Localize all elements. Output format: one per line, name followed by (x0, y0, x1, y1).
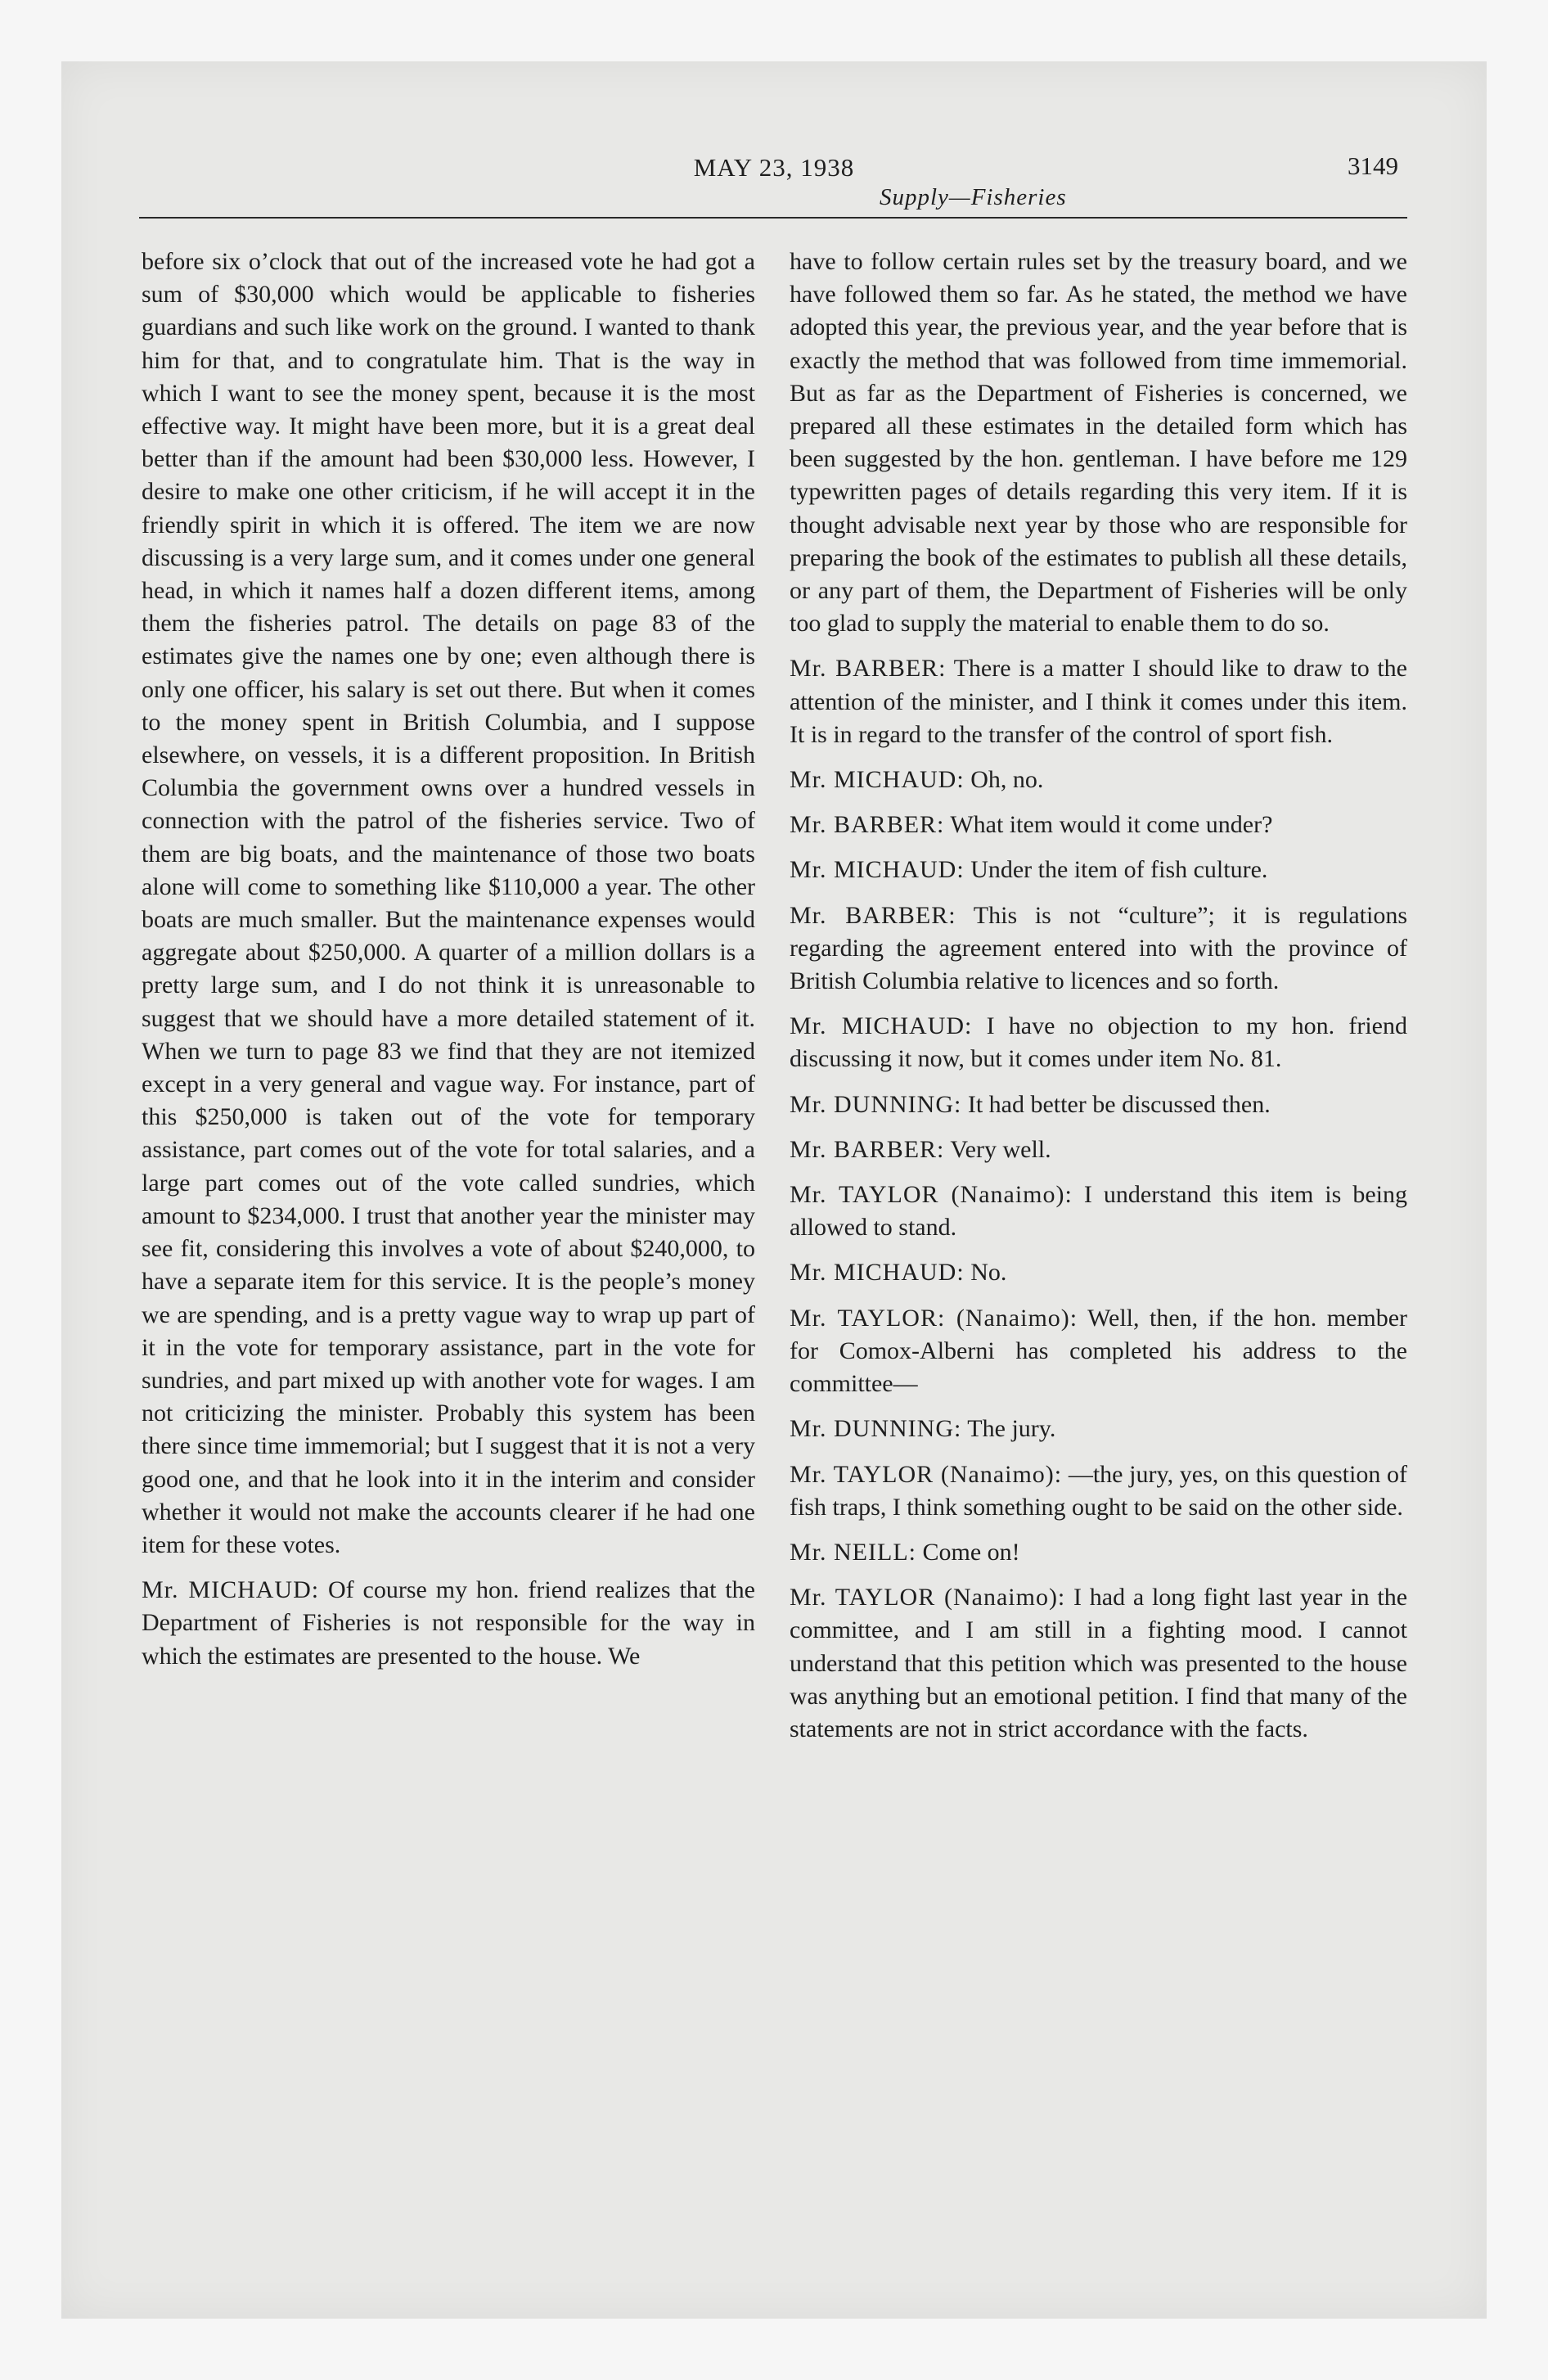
paragraph (790, 652, 1407, 751)
paragraph-text: Well, then, if the hon. member for Comox-Alberni has completed his address to the committee— (790, 1304, 1407, 1398)
paragraph (790, 809, 1407, 841)
paragraph (142, 246, 755, 1562)
paragraph (790, 1256, 1407, 1289)
paragraph (790, 1581, 1407, 1746)
speaker-name: Mr. TAYLOR: (Nanaimo): (790, 1304, 1078, 1332)
speaker-name: Mr. BARBER: (790, 655, 947, 683)
paragraph (790, 1536, 1407, 1569)
paragraph-text: before six o’clock that out of the increased vote he had got a sum of $30,000 which would be applicable to fisheries guardians and such like work on the ground. I wanted to thank him for that, and to congratulate him. That is the way in which I want to see the money spent, because it is the most effective way. It might have been more, but it is a great deal better than if the amount had been $30,000 less. However, I desire to make one other criticism, if he will accept it in the friendly spirit in which it is offered. The item we are now discussing is a very large sum, and it comes under one general head, in which it names half a dozen different items, among them the fisheries patrol. The details on page 83 of the estimates give the names one by one; even although there is only one officer, his salary is set out there. But when it comes to the money spent in British Columbia, and I suppose elsewhere, on vessels, it is a different proposition. In British Columbia the government owns over a hundred vessels in connection with the patrol of the fisheries service. Two of them are big boats, and the maintenance of those two boats alone will come to something like $110,000 a year. The other boats are much smaller. But the maintenance expenses would aggregate about $250,000. A quarter of a million dollars is a pretty large sum, and I do not think it is unreasonable to suggest that we should have a more detailed statement of it. When we turn to page 83 we find that they are not itemized except in a very general and vague way. For instance, part of this $250,000 is taken out of the vote for temporary assistance, part comes out of the vote for total salaries, and a large part comes out of the vote called sundries, which amount to $234,000. I trust that another year the minister may see fit, considering this involves a vote of about $240,000, to have a separate item for this service. It is the people’s money we are spending, and is a pretty vague way to wrap up part of it in the vote for temporary assistance, part in the vote for sundries, and part mixed up with another vote for wages. I am not criticizing the minister. Probably this system has been there since time immemorial; but I suggest that it is not a very good one, and that he look into it in the interim and consider whether it would not make the accounts clearer if he had one item for these votes. (142, 248, 755, 1558)
speaker-name: Mr. TAYLOR (Nanaimo): (790, 1584, 1066, 1611)
speaker-name: Mr. TAYLOR (Nanaimo): (790, 1181, 1073, 1209)
page-header (61, 61, 1487, 233)
paragraph (790, 899, 1407, 998)
paragraph-text: I understand this item is being allowed to stand. (790, 1181, 1408, 1242)
paragraph-text: There is a matter I should like to draw to the attention of the minister, and I think it comes under this item. It is in regard to the transfer of the control of sport fish. (790, 655, 1407, 748)
paragraph-text: I had a long fight last year in the committee, and I am still in a fighting mood. I cannot understand that this petition which was presented to the house was anything but an emotional petition. I find that many of the statements are not in strict accordance with the facts. (790, 1584, 1408, 1742)
header-page-number: 3149 (1348, 151, 1398, 180)
speaker-name: Mr. BARBER: (790, 1135, 945, 1163)
paragraph-text: It had better be discussed then. (967, 1090, 1271, 1118)
speaker-name: Mr. MICHAUD: (790, 1259, 965, 1287)
left-column (142, 246, 755, 1673)
paragraph-text: This is not “culture”; it is regulations regarding the agreement entered into with the province of British Columbia relative to licences and so forth. (790, 901, 1407, 995)
speaker-name: Mr. MICHAUD: (142, 1576, 320, 1604)
header-rule (139, 217, 1407, 219)
speaker-name: Mr. DUNNING: (790, 1090, 962, 1118)
paragraph (790, 1413, 1407, 1445)
paragraph-text: Very well. (950, 1135, 1051, 1163)
header-date: MAY 23, 1938 (693, 153, 855, 182)
paragraph (790, 246, 1407, 640)
paragraph (790, 1458, 1407, 1524)
paragraph-text: Oh, no. (970, 766, 1044, 794)
paragraph (790, 1089, 1407, 1121)
paragraph (790, 1010, 1407, 1075)
paragraph-text: No. (970, 1259, 1007, 1287)
paragraph-text: Come on! (922, 1538, 1020, 1566)
paragraph-text: I have no objection to my hon. friend discussing it now, but it comes under item No. 81. (790, 1012, 1407, 1073)
speaker-name: Mr. DUNNING: (790, 1415, 962, 1443)
paragraph-text: Of course my hon. friend realizes that the Department of Fisheries is not responsible for the way in which the estimates are presented to the house. We (142, 1576, 755, 1670)
header-section-title: Supply—Fisheries (880, 184, 1067, 210)
paragraph (142, 1574, 755, 1673)
paragraph-text: What item would it come under? (950, 811, 1273, 839)
speaker-name: Mr. MICHAUD: (790, 1012, 973, 1040)
speaker-name: Mr. MICHAUD: (790, 856, 965, 884)
speaker-name: Mr. BARBER: (790, 901, 956, 929)
paragraph (790, 764, 1407, 796)
paragraph (790, 1134, 1407, 1166)
paragraph-text: The jury. (967, 1415, 1056, 1443)
paragraph-text: Under the item of fish culture. (970, 856, 1268, 884)
paragraph-text: —the jury, yes, on this question of fish traps, I think something ought to be said on the other side. (790, 1460, 1408, 1521)
paragraph (790, 1179, 1407, 1244)
speaker-name: Mr. NEILL: (790, 1538, 916, 1566)
speaker-name: Mr. TAYLOR (Nanaimo): (790, 1460, 1063, 1488)
scanned-page (61, 61, 1487, 2319)
speaker-name: Mr. MICHAUD: (790, 766, 965, 794)
paragraph (790, 1302, 1407, 1401)
right-column (790, 246, 1407, 1746)
speaker-name: Mr. BARBER: (790, 811, 945, 839)
paragraph-text: have to follow certain rules set by the treasury board, and we have followed them so far. As he stated, the method we have adopted this year, the previous year, and the year before that is exactly the method that was followed from time immemorial. But as far as the Department of Fisheries is concerned, we prepared all these estimates in the detailed form which has been suggested by the hon. gentleman. I have before me 129 typewritten pages of details regarding this very item. If it is thought advisable next year by those who are responsible for preparing the book of the estimates to publish all these details, or any part of them, the Department of Fisheries will be only too glad to supply the material to enable them to do so. (790, 248, 1407, 638)
paragraph (790, 854, 1407, 886)
